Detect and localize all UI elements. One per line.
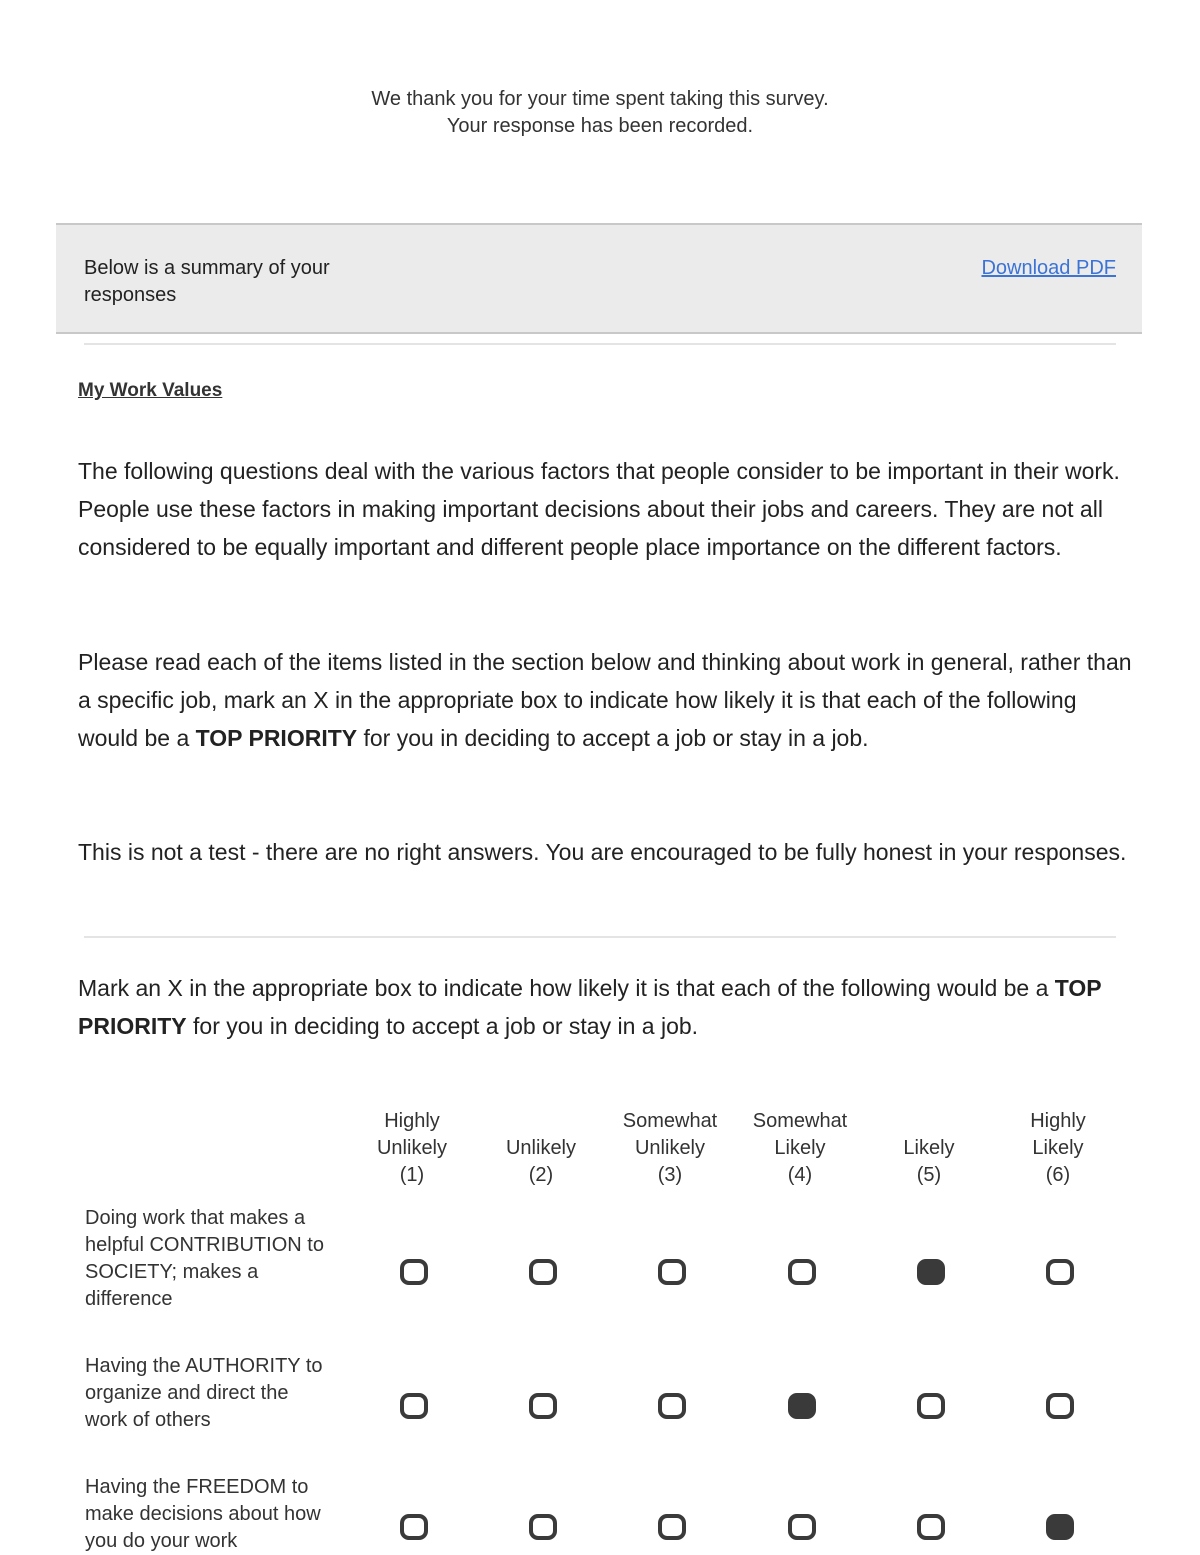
column-header-1 — [347, 1108, 477, 1189]
column-header-6 — [993, 1108, 1123, 1189]
column-header-line: (4) — [787, 1164, 813, 1186]
note-paragraph: This is not a test - there are no right answers. You are encouraged to be fully honest in your responses. — [78, 839, 1127, 865]
download-pdf-link[interactable]: Download PDF — [981, 257, 1116, 279]
summary-bar — [56, 223, 1142, 334]
column-header-3 — [605, 1108, 735, 1189]
column-header-5 — [864, 1108, 994, 1189]
radio-option[interactable] — [788, 1514, 816, 1540]
column-header-line: (6) — [1045, 1164, 1071, 1186]
radio-option[interactable] — [917, 1393, 945, 1419]
intro-paragraph: The following questions deal with the various factors that people consider to be important in their work. People use these factors in making important decisions about their jobs and careers. They are not all considered to be equally important and different people place importance on the different factors. — [78, 458, 1120, 560]
instruction-emphasis: TOP PRIORITY — [195, 725, 358, 751]
row-label-freedom: Having the FREEDOM to make decisions about how you do your work — [85, 1476, 321, 1552]
column-header-line — [864, 1108, 994, 1135]
column-header-line: Highly — [1030, 1110, 1086, 1132]
column-header-line: Likely — [774, 1137, 826, 1159]
column-header-line: (3) — [657, 1164, 683, 1186]
confirmation-message — [0, 86, 1200, 140]
radio-option[interactable] — [658, 1514, 686, 1540]
column-header-line: Unlikely — [634, 1137, 706, 1159]
radio-option[interactable] — [917, 1259, 945, 1285]
column-header-line — [476, 1108, 606, 1135]
column-header-line: Highly — [384, 1110, 440, 1132]
question-text-end: for you in deciding to accept a job or stay in a job. — [186, 1013, 699, 1039]
instruction-paragraph — [78, 643, 1138, 757]
radio-option[interactable] — [1046, 1393, 1074, 1419]
question-emphasis: TOP PRIORITY — [78, 975, 1102, 1039]
radio-option[interactable] — [788, 1393, 816, 1419]
radio-option[interactable] — [658, 1393, 686, 1419]
radio-option[interactable] — [917, 1514, 945, 1540]
summary-text: Below is a summary of your responses — [84, 257, 330, 306]
radio-option[interactable] — [788, 1259, 816, 1285]
radio-option[interactable] — [1046, 1514, 1074, 1540]
column-header-4 — [735, 1108, 865, 1189]
column-header-line: Likely — [1032, 1137, 1084, 1159]
radio-option[interactable] — [529, 1514, 557, 1540]
question-text: Mark an X in the appropriate box to indicate how likely it is that each of the following would be a — [78, 975, 1055, 1001]
radio-option[interactable] — [529, 1393, 557, 1419]
divider — [84, 936, 1116, 938]
radio-option[interactable] — [529, 1259, 557, 1285]
radio-option[interactable] — [658, 1259, 686, 1285]
confirmation-line-1: We thank you for your time spent taking this survey. — [371, 88, 829, 110]
radio-option[interactable] — [400, 1514, 428, 1540]
column-header-line: (5) — [916, 1164, 942, 1186]
row-label-contribution: Doing work that makes a helpful CONTRIBUTION to SOCIETY; makes a difference — [85, 1207, 324, 1310]
section-title: My Work Values — [78, 380, 223, 401]
column-header-line: Likely — [903, 1137, 955, 1159]
column-header-line: (1) — [399, 1164, 425, 1186]
divider — [84, 343, 1116, 345]
confirmation-line-2: Your response has been recorded. — [446, 115, 754, 137]
column-header-line: Somewhat — [752, 1110, 848, 1132]
instruction-text-end: for you in deciding to accept a job or stay in a job. — [357, 725, 869, 751]
radio-option[interactable] — [400, 1259, 428, 1285]
column-header-2 — [476, 1108, 606, 1189]
radio-option[interactable] — [400, 1393, 428, 1419]
column-header-line: Unlikely — [505, 1137, 577, 1159]
column-header-line: Somewhat — [622, 1110, 718, 1132]
row-label-authority: Having the AUTHORITY to organize and direct the work of others — [85, 1355, 323, 1431]
column-header-line: (2) — [528, 1164, 554, 1186]
question-prompt — [78, 969, 1138, 1045]
radio-option[interactable] — [1046, 1259, 1074, 1285]
column-header-line: Unlikely — [376, 1137, 448, 1159]
instruction-text: Please read each of the items listed in the section below and thinking about work in general, rather than a specific job, mark an X in the appropriate box to indicate how likely it is that each of the following would be a — [78, 649, 1132, 751]
